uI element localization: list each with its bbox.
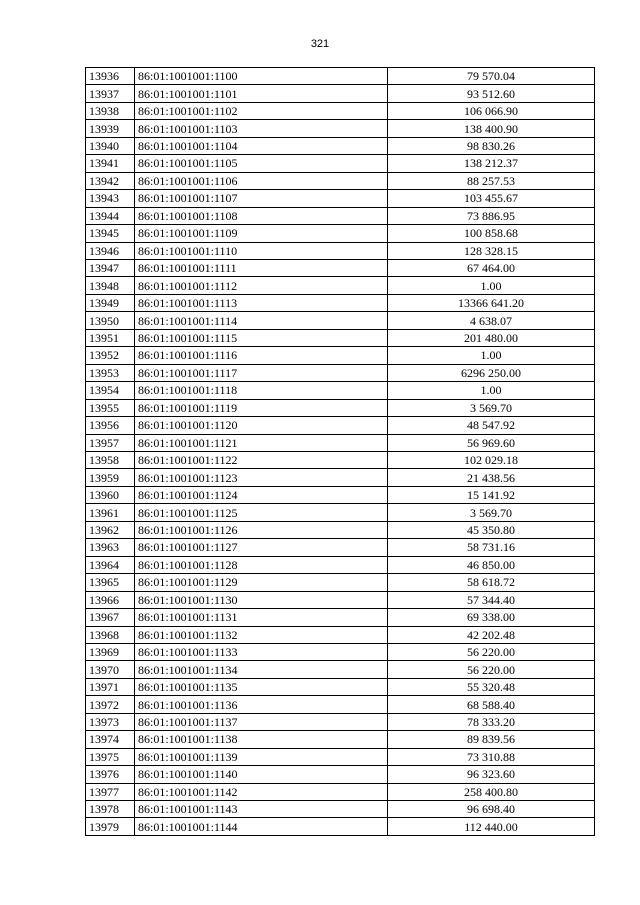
cadastral-value-cell: 56 969.60: [388, 434, 595, 451]
row-number-cell: 13945: [86, 225, 135, 242]
table-row: [86, 242, 595, 259]
cadastral-number-cell: 86:01:1001001:1124: [135, 486, 388, 503]
row-number-cell: 13954: [86, 382, 135, 399]
cadastral-number-cell: 86:01:1001001:1135: [135, 678, 388, 695]
table-row: [86, 172, 595, 189]
cadastral-value-cell: 4 638.07: [388, 312, 595, 329]
cadastral-value-cell: 112 440.00: [388, 818, 595, 835]
row-number-cell: 13950: [86, 312, 135, 329]
table-row: [86, 120, 595, 137]
cadastral-value-cell: 98 830.26: [388, 137, 595, 154]
cadastral-number-cell: 86:01:1001001:1136: [135, 696, 388, 713]
cadastral-number-cell: 86:01:1001001:1126: [135, 521, 388, 538]
table-row: [86, 696, 595, 713]
row-number-cell: 13965: [86, 574, 135, 591]
cadastral-number-cell: 86:01:1001001:1138: [135, 731, 388, 748]
cadastral-value-cell: 1.00: [388, 277, 595, 294]
table-row: [86, 155, 595, 172]
cadastral-value-cell: 48 547.92: [388, 417, 595, 434]
cadastral-value-cell: 58 731.16: [388, 539, 595, 556]
table-row: [86, 347, 595, 364]
table-row: [86, 818, 595, 835]
cadastral-value-cell: 68 588.40: [388, 696, 595, 713]
cadastral-number-cell: 86:01:1001001:1113: [135, 294, 388, 311]
table-row: [86, 801, 595, 818]
row-number-cell: 13943: [86, 190, 135, 207]
row-number-cell: 13974: [86, 731, 135, 748]
cadastral-value-cell: 73 310.88: [388, 748, 595, 765]
row-number-cell: 13976: [86, 766, 135, 783]
cadastral-number-cell: 86:01:1001001:1110: [135, 242, 388, 259]
cadastral-value-cell: 106 066.90: [388, 102, 595, 119]
row-number-cell: 13953: [86, 364, 135, 381]
cadastral-number-cell: 86:01:1001001:1115: [135, 329, 388, 346]
table-row: [86, 678, 595, 695]
row-number-cell: 13962: [86, 521, 135, 538]
cadastral-value-cell: 96 698.40: [388, 801, 595, 818]
cadastral-number-cell: 86:01:1001001:1133: [135, 643, 388, 660]
cadastral-number-cell: 86:01:1001001:1107: [135, 190, 388, 207]
table-body: [86, 68, 595, 836]
row-number-cell: 13972: [86, 696, 135, 713]
cadastral-number-cell: 86:01:1001001:1143: [135, 801, 388, 818]
row-number-cell: 13975: [86, 748, 135, 765]
cadastral-number-cell: 86:01:1001001:1117: [135, 364, 388, 381]
row-number-cell: 13944: [86, 207, 135, 224]
cadastral-number-cell: 86:01:1001001:1118: [135, 382, 388, 399]
cadastral-value-cell: 78 333.20: [388, 713, 595, 730]
table-row: [86, 521, 595, 538]
cadastral-number-cell: 86:01:1001001:1130: [135, 591, 388, 608]
cadastral-value-cell: 1.00: [388, 347, 595, 364]
row-number-cell: 13978: [86, 801, 135, 818]
page-number: 321: [310, 38, 330, 50]
table-row: [86, 766, 595, 783]
row-number-cell: 13955: [86, 399, 135, 416]
cadastral-value-cell: 258 400.80: [388, 783, 595, 800]
table-row: [86, 748, 595, 765]
table-row: [86, 68, 595, 85]
row-number-cell: 13947: [86, 259, 135, 276]
cadastral-value-cell: 73 886.95: [388, 207, 595, 224]
table-row: [86, 434, 595, 451]
row-number-cell: 13967: [86, 609, 135, 626]
table-row: [86, 417, 595, 434]
table-row: [86, 574, 595, 591]
cadastral-value-cell: 42 202.48: [388, 626, 595, 643]
table-row: [86, 643, 595, 660]
cadastral-value-cell: 67 464.00: [388, 259, 595, 276]
table-row: [86, 190, 595, 207]
cadastral-value-cell: 93 512.60: [388, 85, 595, 102]
cadastral-value-cell: 46 850.00: [388, 556, 595, 573]
table-row: [86, 85, 595, 102]
cadastral-number-cell: 86:01:1001001:1140: [135, 766, 388, 783]
cadastral-value-cell: 1.00: [388, 382, 595, 399]
table-row: [86, 591, 595, 608]
cadastral-value-cell: 88 257.53: [388, 172, 595, 189]
table-row: [86, 556, 595, 573]
row-number-cell: 13936: [86, 68, 135, 85]
cadastral-number-cell: 86:01:1001001:1108: [135, 207, 388, 224]
row-number-cell: 13957: [86, 434, 135, 451]
table-row: [86, 225, 595, 242]
cadastral-value-cell: 56 220.00: [388, 643, 595, 660]
cadastral-value-cell: 79 570.04: [388, 68, 595, 85]
cadastral-number-cell: 86:01:1001001:1104: [135, 137, 388, 154]
row-number-cell: 13977: [86, 783, 135, 800]
table-row: [86, 504, 595, 521]
cadastral-number-cell: 86:01:1001001:1122: [135, 451, 388, 468]
table-row: [86, 609, 595, 626]
row-number-cell: 13956: [86, 417, 135, 434]
table-row: [86, 102, 595, 119]
cadastral-value-cell: 100 858.68: [388, 225, 595, 242]
row-number-cell: 13964: [86, 556, 135, 573]
cadastral-number-cell: 86:01:1001001:1112: [135, 277, 388, 294]
cadastral-value-cell: 3 569.70: [388, 504, 595, 521]
row-number-cell: 13961: [86, 504, 135, 521]
cadastral-number-cell: 86:01:1001001:1134: [135, 661, 388, 678]
cadastral-number-cell: 86:01:1001001:1139: [135, 748, 388, 765]
cadastral-number-cell: 86:01:1001001:1100: [135, 68, 388, 85]
cadastral-value-cell: 201 480.00: [388, 329, 595, 346]
cadastral-number-cell: 86:01:1001001:1114: [135, 312, 388, 329]
cadastral-number-cell: 86:01:1001001:1127: [135, 539, 388, 556]
cadastral-number-cell: 86:01:1001001:1128: [135, 556, 388, 573]
cadastral-number-cell: 86:01:1001001:1103: [135, 120, 388, 137]
table-row: [86, 382, 595, 399]
row-number-cell: 13948: [86, 277, 135, 294]
cadastral-number-cell: 86:01:1001001:1132: [135, 626, 388, 643]
cadastral-value-cell: 13366 641.20: [388, 294, 595, 311]
cadastral-number-cell: 86:01:1001001:1129: [135, 574, 388, 591]
row-number-cell: 13968: [86, 626, 135, 643]
cadastral-value-cell: 21 438.56: [388, 469, 595, 486]
cadastral-value-cell: 138 212.37: [388, 155, 595, 172]
row-number-cell: 13941: [86, 155, 135, 172]
table-row: [86, 259, 595, 276]
table-row: [86, 277, 595, 294]
cadastral-value-cell: 128 328.15: [388, 242, 595, 259]
cadastral-value-cell: 103 455.67: [388, 190, 595, 207]
table-row: [86, 399, 595, 416]
table-row: [86, 731, 595, 748]
row-number-cell: 13949: [86, 294, 135, 311]
table-row: [86, 137, 595, 154]
row-number-cell: 13942: [86, 172, 135, 189]
cadastral-value-table: [85, 67, 595, 836]
table-row: [86, 539, 595, 556]
cadastral-value-cell: 58 618.72: [388, 574, 595, 591]
cadastral-number-cell: 86:01:1001001:1102: [135, 102, 388, 119]
row-number-cell: 13969: [86, 643, 135, 660]
table-row: [86, 207, 595, 224]
cadastral-value-cell: 55 320.48: [388, 678, 595, 695]
cadastral-number-cell: 86:01:1001001:1144: [135, 818, 388, 835]
row-number-cell: 13959: [86, 469, 135, 486]
cadastral-number-cell: 86:01:1001001:1109: [135, 225, 388, 242]
row-number-cell: 13937: [86, 85, 135, 102]
cadastral-number-cell: 86:01:1001001:1120: [135, 417, 388, 434]
row-number-cell: 13966: [86, 591, 135, 608]
row-number-cell: 13938: [86, 102, 135, 119]
cadastral-number-cell: 86:01:1001001:1131: [135, 609, 388, 626]
row-number-cell: 13939: [86, 120, 135, 137]
cadastral-value-cell: 15 141.92: [388, 486, 595, 503]
cadastral-value-cell: 45 350.80: [388, 521, 595, 538]
table-row: [86, 783, 595, 800]
row-number-cell: 13946: [86, 242, 135, 259]
table-row: [86, 312, 595, 329]
cadastral-value-cell: 69 338.00: [388, 609, 595, 626]
cadastral-number-cell: 86:01:1001001:1121: [135, 434, 388, 451]
table-row: [86, 469, 595, 486]
cadastral-value-cell: 102 029.18: [388, 451, 595, 468]
row-number-cell: 13971: [86, 678, 135, 695]
table-row: [86, 294, 595, 311]
cadastral-value-cell: 89 839.56: [388, 731, 595, 748]
row-number-cell: 13960: [86, 486, 135, 503]
table-row: [86, 486, 595, 503]
cadastral-number-cell: 86:01:1001001:1106: [135, 172, 388, 189]
table-row: [86, 713, 595, 730]
row-number-cell: 13940: [86, 137, 135, 154]
cadastral-value-cell: 138 400.90: [388, 120, 595, 137]
row-number-cell: 13970: [86, 661, 135, 678]
cadastral-value-cell: 57 344.40: [388, 591, 595, 608]
row-number-cell: 13973: [86, 713, 135, 730]
cadastral-number-cell: 86:01:1001001:1111: [135, 259, 388, 276]
cadastral-number-cell: 86:01:1001001:1125: [135, 504, 388, 521]
cadastral-number-cell: 86:01:1001001:1123: [135, 469, 388, 486]
table-row: [86, 451, 595, 468]
cadastral-number-cell: 86:01:1001001:1119: [135, 399, 388, 416]
cadastral-value-cell: 56 220.00: [388, 661, 595, 678]
cadastral-value-cell: 96 323.60: [388, 766, 595, 783]
row-number-cell: 13979: [86, 818, 135, 835]
cadastral-value-cell: 6296 250.00: [388, 364, 595, 381]
cadastral-number-cell: 86:01:1001001:1116: [135, 347, 388, 364]
table-row: [86, 626, 595, 643]
row-number-cell: 13958: [86, 451, 135, 468]
cadastral-number-cell: 86:01:1001001:1105: [135, 155, 388, 172]
table-row: [86, 364, 595, 381]
table-row: [86, 329, 595, 346]
row-number-cell: 13951: [86, 329, 135, 346]
cadastral-number-cell: 86:01:1001001:1137: [135, 713, 388, 730]
row-number-cell: 13963: [86, 539, 135, 556]
cadastral-value-cell: 3 569.70: [388, 399, 595, 416]
cadastral-number-cell: 86:01:1001001:1142: [135, 783, 388, 800]
table-row: [86, 661, 595, 678]
row-number-cell: 13952: [86, 347, 135, 364]
cadastral-number-cell: 86:01:1001001:1101: [135, 85, 388, 102]
